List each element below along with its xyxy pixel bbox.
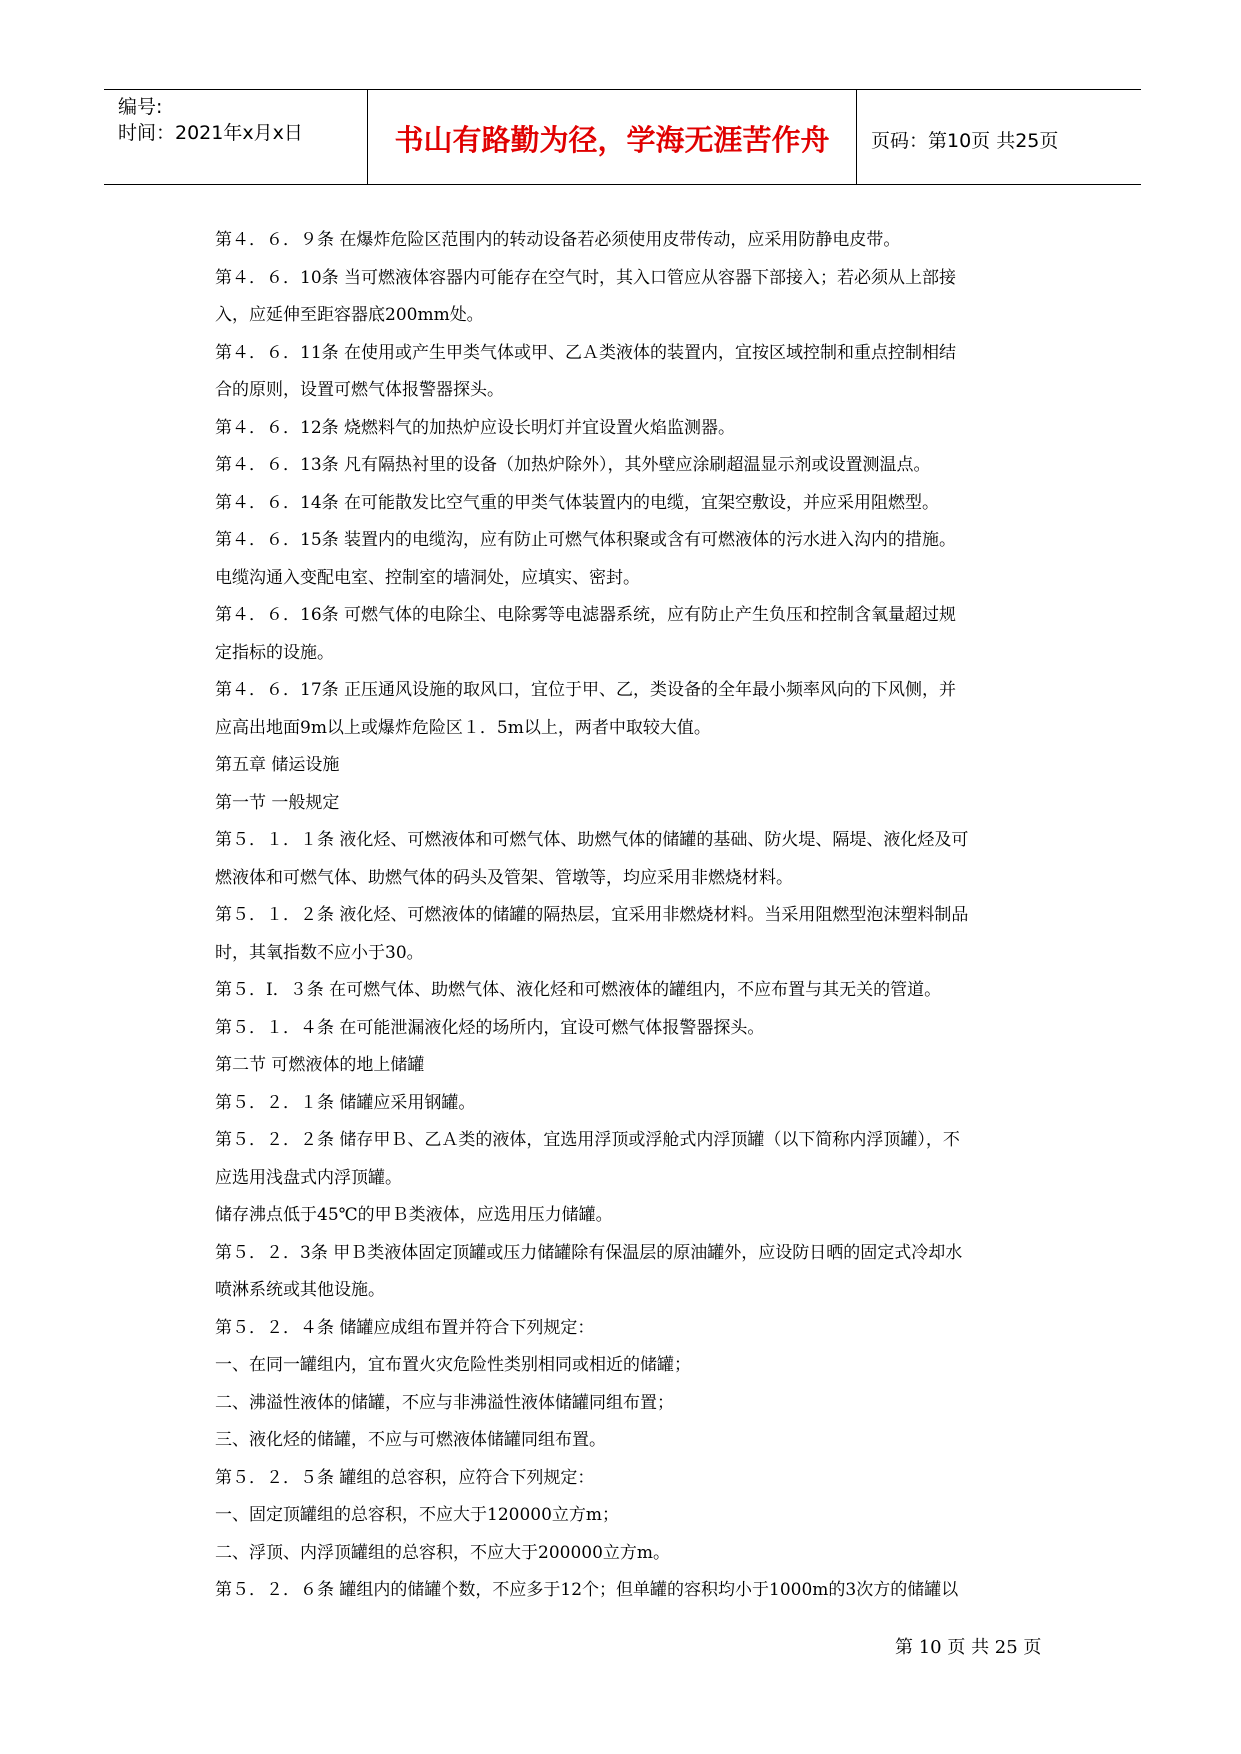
text-line: 第４．６．10条 当可燃液体容器内可能存在空气时，其入口管应从容器下部接入；若必须从上部接 xyxy=(215,267,957,288)
header-page-cell xyxy=(857,90,1141,184)
document-header xyxy=(104,89,1141,185)
section-heading: 第二节 可燃液体的地上储罐 xyxy=(215,1055,425,1075)
text-line: 第４．６．15条 装置内的电缆沟，应有防止可燃气体积聚或含有可燃液体的污水进入沟内的措施。 xyxy=(215,530,957,550)
text-line: 电缆沟通入变配电室、控制室的墙洞处，应填实、密封。 xyxy=(215,567,640,588)
text-line: 时，其氧指数不应小于30。 xyxy=(215,942,424,963)
text-line: 应选用浅盘式内浮顶罐。 xyxy=(215,1167,402,1188)
text-line: 第４．６．９条 在爆炸危险区范围内的转动设备若必须使用皮带传动，应采用防静电皮带。 xyxy=(215,230,901,250)
document-body xyxy=(215,222,1035,1610)
text-line: 第５．I．３条 在可燃气体、助燃气体、液化烃和可燃液体的罐组内，不应布置与其无关的管道。 xyxy=(215,980,942,1000)
text-line: 合的原则，设置可燃气体报警器探头。 xyxy=(215,380,504,400)
time-label: 时间：2021年x月x日 xyxy=(118,122,303,144)
text-line: 三、液化烃的储罐，不应与可燃液体储罐同组布置。 xyxy=(215,1430,606,1450)
text-line: 定指标的设施。 xyxy=(215,642,334,663)
text-line: 第４．６．12条 烧燃料气的加热炉应设长明灯并宜设置火焰监测器。 xyxy=(215,417,736,438)
text-line: 第４．６．13条 凡有隔热衬里的设备（加热炉除外），其外壁应涂刷超温显示剂或设置测温点。 xyxy=(215,455,931,475)
text-line: 一、固定顶罐组的总容积，不应大于120000立方m； xyxy=(215,1505,620,1525)
text-line: 第５．２．５条 罐组的总容积，应符合下列规定： xyxy=(215,1467,595,1488)
page-code: 页码：第10页 共25页 xyxy=(871,130,1059,152)
text-line: 第５．２．3条 甲Ｂ类液体固定顶罐或压力储罐除有保温层的原油罐外，应设防日晒的固定式冷却水 xyxy=(215,1242,963,1263)
text-line: 应高出地面9m以上或爆炸危险区１．5m以上，两者中取较大值。 xyxy=(215,717,711,738)
text-line: 二、沸溢性液体的储罐，不应与非沸溢性液体储罐同组布置； xyxy=(215,1392,674,1413)
text-line: 第４．６．16条 可燃气体的电除尘、电除雾等电滤器系统，应有防止产生负压和控制含氧量超过规 xyxy=(215,605,957,625)
page-footer: 第 10 页 共 25 页 xyxy=(895,1637,1042,1658)
header-info-cell xyxy=(104,90,367,184)
text-line: 一、在同一罐组内，宜布置火灾危险性类别相同或相近的储罐； xyxy=(215,1355,691,1375)
text-line: 喷淋系统或其他设施。 xyxy=(215,1280,385,1300)
text-line: 第５．１．１条 液化烃、可燃液体和可燃气体、助燃气体的储罐的基础、防火堤、隔堤、液化烃及可 xyxy=(215,830,969,850)
text-line: 燃液体和可燃气体、助燃气体的码头及管架、管墩等，均应采用非燃烧材料。 xyxy=(215,867,793,888)
text-line: 第５．２．２条 储存甲Ｂ、乙Ａ类的液体，宜选用浮顶或浮舱式内浮顶罐（以下简称内浮顶罐），不 xyxy=(215,1130,960,1150)
text-line: 第４．６．14条 在可能散发比空气重的甲类气体装置内的电缆，宜架空敷设，并应采用阻燃型。 xyxy=(215,492,940,513)
motto-text: 书山有路勤为径，学海无涯苦作舟 xyxy=(394,123,830,157)
header-motto-cell xyxy=(367,90,857,184)
number-label: 编号: xyxy=(118,96,163,118)
chapter-heading: 第五章 储运设施 xyxy=(215,755,340,775)
text-line: 二、浮顶、内浮顶罐组的总容积，不应大于200000立方m。 xyxy=(215,1542,671,1563)
text-line: 第４．６．17条 正压通风设施的取风口，宜位于甲、乙，类设备的全年最小频率风向的下风侧，并 xyxy=(215,680,957,700)
text-line: 第５．１．２条 液化烃、可燃液体的储罐的隔热层，宜采用非燃烧材料。当采用阻燃型泡沫塑料制品 xyxy=(215,905,969,925)
text-line: 第４．６．11条 在使用或产生甲类气体或甲、乙Ａ类液体的装置内，宜按区域控制和重点控制相结 xyxy=(215,342,957,363)
text-line: 第５．２．６条 罐组内的储罐个数，不应多于12个；但单罐的容积均小于1000m的3次方的储罐以 xyxy=(215,1580,959,1600)
text-line: 第５．２．１条 储罐应采用钢罐。 xyxy=(215,1092,476,1113)
text-line: 储存沸点低于45℃的甲Ｂ类液体，应选用压力储罐。 xyxy=(215,1205,613,1225)
text-line: 入，应延伸至距容器底200mm处。 xyxy=(215,305,484,325)
text-line: 第５．２．４条 储罐应成组布置并符合下列规定： xyxy=(215,1317,595,1338)
text-line: 第５．１．４条 在可能泄漏液化烃的场所内，宜设可燃气体报警器探头。 xyxy=(215,1017,765,1038)
section-heading: 第一节 一般规定 xyxy=(215,792,340,813)
